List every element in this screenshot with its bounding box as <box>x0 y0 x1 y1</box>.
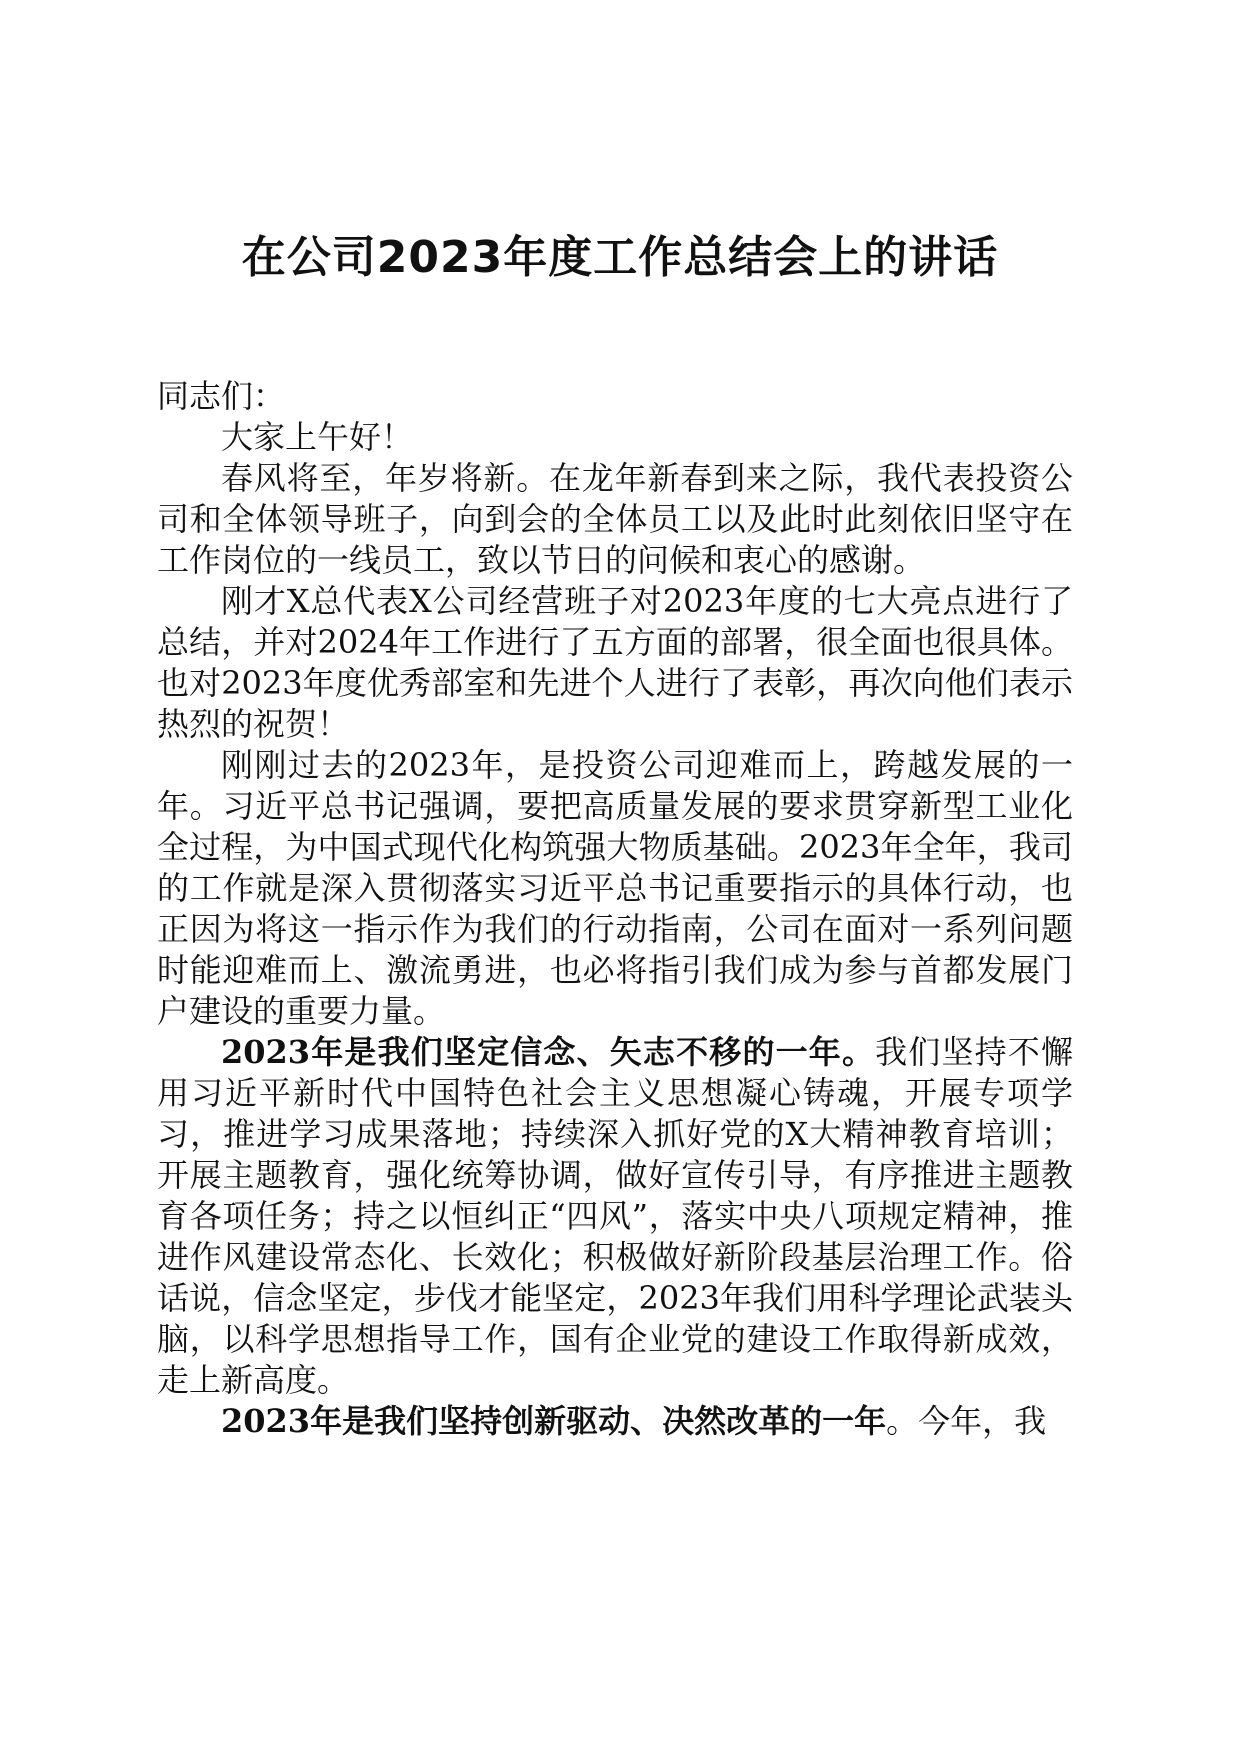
section-2-text: 。今年，我 <box>886 1402 1047 1440</box>
paragraph-1: 春风将至，年岁将新。在龙年新春到来之际，我代表投资公司和全体领导班子，向到会的全体员工以及此时此刻依旧坚守在工作岗位的一线员工，致以节日的问候和衷心的感谢。 <box>157 459 1073 579</box>
section-1-paragraph <box>157 1032 1073 1401</box>
paragraph-3: 刚刚过去的2023年，是投资公司迎难而上，跨越发展的一年。习近平总书记强调，要把高质量发展的要求贯穿新型工业化全过程，为中国式现代化构筑强大物质基础。2023年全年，我司的工作就是深入贯彻落实习近平总书记重要指示的具体行动，也正因为将这一指示作为我们的行动指南，公司在面对一系列问题时能迎难而上、激流勇进，也必将指引我们成为参与首都发展门户建设的重要力量。 <box>157 746 1073 1030</box>
section-1-heading: 2023年是我们坚定信念、矢志不移的一年。 <box>221 1033 876 1071</box>
document-body <box>157 376 1073 1442</box>
salutation: 同志们： <box>157 377 286 415</box>
section-2-heading: 2023年是我们坚持创新驱动、决然改革的一年 <box>221 1402 887 1440</box>
greeting: 大家上午好！ <box>221 418 414 456</box>
section-1-text: 我们坚持不懈用习近平新时代中国特色社会主义思想凝心铸魂，开展专项学习，推进学习成果落地；持续深入抓好党的X大精神教育培训；开展主题教育，强化统筹协调，做好宣传引导，有序推进主题教育各项任务；持之以恒纠正“四风”，落实中央八项规定精神，推进作风建设常态化、长效化；积极做好新阶段基层治理工作。俗话说，信念坚定，步伐才能坚定，2023年我们用科学理论武装头脑，以科学思想指导工作，国有企业党的建设工作取得新成效，走上新高度。 <box>157 1033 1073 1399</box>
section-2-paragraph <box>157 1401 1073 1442</box>
paragraph-2: 刚才X总代表X公司经营班子对2023年度的七大亮点进行了总结，并对2024年工作进行了五方面的部署，很全面也很具体。也对2023年度优秀部室和先进个人进行了表彰，再次向他们表示热烈的祝贺！ <box>157 582 1073 743</box>
document-title: 在公司2023年度工作总结会上的讲话 <box>241 232 999 283</box>
